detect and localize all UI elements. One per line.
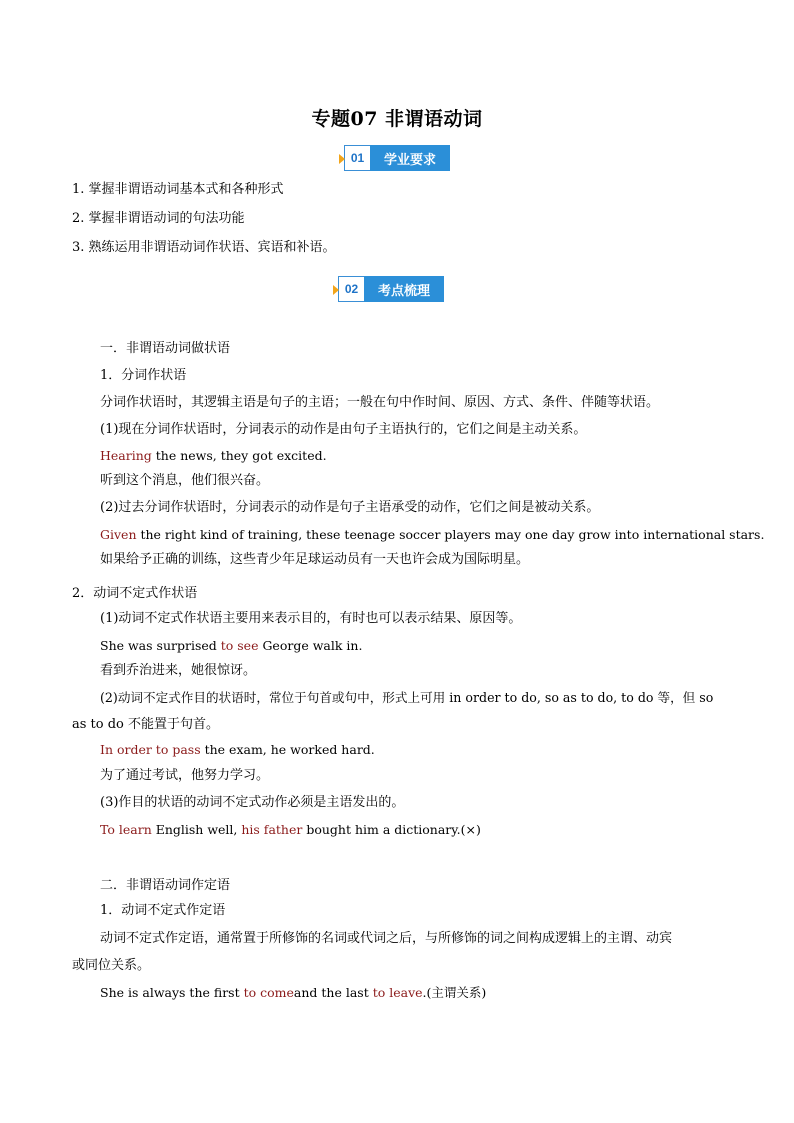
badge-number: 01	[344, 145, 370, 171]
highlight-word: to come	[243, 985, 294, 1000]
subsection-heading: 1．动词不定式作定语	[100, 903, 226, 918]
badge-label: 学业要求	[370, 145, 450, 171]
requirement-item: 1. 掌握非谓语动词基本式和各种形式	[72, 182, 284, 197]
paragraph: 分词作状语时，其逻辑主语是句子的主语；一般在句中作时间、原因、方式、条件、伴随等状语。	[100, 395, 660, 410]
section-badge-key-points	[338, 276, 444, 302]
example-text: and the last	[293, 985, 373, 1000]
example-sentence	[100, 637, 362, 655]
example-text: the news, they got excited.	[151, 448, 327, 463]
example-text: She is always the first	[100, 985, 244, 1000]
requirement-item: 3. 熟练运用非谓语动词作状语、宾语和补语。	[72, 240, 336, 255]
badge-label: 考点梳理	[364, 276, 444, 302]
section-heading: 二．非谓语动词作定语	[100, 878, 231, 893]
example-sentence	[100, 526, 764, 544]
section-heading: 一．非谓语动词做状语	[100, 341, 231, 356]
example-text: .(主谓关系)	[422, 985, 487, 1000]
example-sentence	[100, 741, 375, 759]
highlight-word: to see	[220, 638, 259, 653]
example-text: bought him a dictionary.(×)	[302, 822, 481, 837]
requirement-item: 2. 掌握非谓语动词的句法功能	[72, 211, 245, 226]
paragraph: 或同位关系。	[72, 958, 151, 973]
paragraph: (3)作目的状语的动词不定式动作必须是主语发出的。	[100, 795, 405, 810]
translation: 看到乔治进来，她很惊讶。	[100, 663, 257, 678]
paragraph: (1)现在分词作状语时，分词表示的动作是由句子主语执行的，它们之间是主动关系。	[100, 422, 587, 437]
highlight-word: Given	[100, 527, 137, 542]
example-sentence	[100, 447, 327, 465]
example-text: She was surprised	[100, 638, 221, 653]
translation: 如果给予正确的训练，这些青少年足球运动员有一天也许会成为国际明星。	[100, 552, 530, 567]
paragraph: 动词不定式作定语，通常置于所修饰的名词或代词之后，与所修饰的词之间构成逻辑上的主谓、动宾	[100, 931, 673, 946]
subsection-heading: 1．分词作状语	[100, 368, 187, 383]
highlight-word: In order to pass	[100, 742, 201, 757]
example-text: the right kind of training, these teenage soccer players may one day grow into international stars.	[136, 527, 765, 542]
translation: 为了通过考试，他努力学习。	[100, 768, 270, 783]
highlight-word: To learn	[100, 822, 152, 837]
highlight-word: his father	[241, 822, 303, 837]
highlight-word: Hearing	[100, 448, 152, 463]
badge-number: 02	[338, 276, 364, 302]
paragraph: (1)动词不定式作状语主要用来表示目的，有时也可以表示结果、原因等。	[100, 611, 522, 626]
example-sentence	[100, 821, 481, 839]
page-title: 专题07 非谓语动词	[311, 108, 483, 130]
translation: 听到这个消息，他们很兴奋。	[100, 473, 270, 488]
example-text: English well,	[151, 822, 242, 837]
paragraph: (2)过去分词作状语时，分词表示的动作是句子主语承受的动作，它们之间是被动关系。	[100, 500, 600, 515]
example-text: the exam, he worked hard.	[200, 742, 375, 757]
subsection-heading: 2．动词不定式作状语	[72, 586, 198, 601]
paragraph: (2)动词不定式作目的状语时，常位于句首或句中，形式上可用 in order to do, so as to do, to do 等，但 so	[100, 690, 714, 705]
highlight-word: to leave	[372, 985, 423, 1000]
example-sentence	[100, 984, 486, 1002]
section-badge-requirements	[344, 145, 450, 171]
example-text: George walk in.	[258, 638, 363, 653]
paragraph: as to do 不能置于句首。	[72, 717, 220, 732]
